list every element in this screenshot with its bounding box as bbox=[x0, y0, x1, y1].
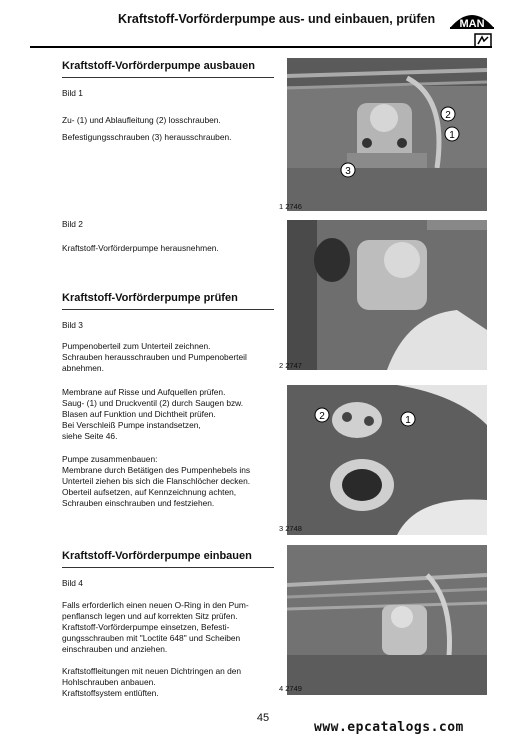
figure-number: 2 bbox=[279, 361, 284, 370]
paragraph bbox=[62, 666, 241, 699]
figure-code: 2746 bbox=[285, 202, 302, 211]
section-title-pruefen: Kraftstoff-Vorförderpumpe prüfen bbox=[62, 292, 238, 304]
text-line: Oberteil aufsetzen, auf Kennzeichnung achten, bbox=[62, 487, 237, 497]
text-line: Kraftstoff-Vorförderpumpe einsetzen, Befesti- bbox=[62, 622, 230, 632]
instruction-text: Befestigungsschrauben (3) herausschrauben. bbox=[62, 132, 232, 142]
figure-code: 2747 bbox=[285, 361, 302, 370]
callout-number: 2 bbox=[319, 411, 325, 422]
page-number: 45 bbox=[256, 712, 270, 724]
photo-figure-4 bbox=[287, 545, 487, 695]
text-line: Blasen auf Funktion und Dichtheit prüfen. bbox=[62, 409, 216, 419]
bild-label: Bild 1 bbox=[62, 88, 83, 98]
text-line: abnehmen. bbox=[62, 363, 104, 373]
callout-number: 1 bbox=[449, 130, 455, 141]
text-line: Kraftstoffsystem entlüften. bbox=[62, 688, 159, 698]
figure-label bbox=[279, 684, 302, 693]
paragraph bbox=[62, 454, 250, 509]
callout-marker bbox=[444, 126, 460, 142]
callout-marker bbox=[400, 411, 416, 427]
instruction-text: Zu- (1) und Ablaufleitung (2) losschrauben. bbox=[62, 115, 221, 125]
text-line: Pumpe zusammenbauen: bbox=[62, 454, 158, 464]
callout-number: 1 bbox=[405, 415, 411, 426]
instruction-text: Kraftstoff-Vorförderpumpe herausnehmen. bbox=[62, 243, 219, 253]
page-title: Kraftstoff-Vorförderpumpe aus- und einbauen, prüfen bbox=[118, 12, 436, 26]
text-line: Pumpenoberteil zum Unterteil zeichnen. bbox=[62, 341, 211, 351]
section-rule bbox=[62, 77, 274, 78]
figure-label bbox=[279, 202, 302, 211]
figure-code: 2748 bbox=[285, 524, 302, 533]
callout-marker bbox=[314, 407, 330, 423]
section-title-ausbauen: Kraftstoff-Vorförderpumpe ausbauen bbox=[62, 60, 255, 72]
figure-number: 1 bbox=[279, 202, 284, 211]
callout-marker bbox=[440, 106, 456, 122]
text-line: einschrauben und anziehen. bbox=[62, 644, 168, 654]
callout-number: 2 bbox=[445, 110, 451, 121]
text-line: Falls erforderlich einen neuen O-Ring in den Pum- bbox=[62, 600, 249, 610]
photo-figure-2 bbox=[287, 220, 487, 370]
figure-label bbox=[279, 524, 302, 533]
callout-number: 3 bbox=[345, 166, 351, 177]
figure-number: 3 bbox=[279, 524, 284, 533]
text-line: Membrane auf Risse und Aufquellen prüfen. bbox=[62, 387, 226, 397]
text-line: siehe Seite 46. bbox=[62, 431, 118, 441]
bild-label: Bild 3 bbox=[62, 320, 83, 330]
callout-marker bbox=[340, 162, 356, 178]
paragraph bbox=[62, 341, 247, 374]
text-line: Bei Verschleiß Pumpe instandsetzen, bbox=[62, 420, 201, 430]
header-rule bbox=[30, 46, 492, 48]
logo-text: MAN bbox=[459, 18, 485, 30]
paragraph bbox=[62, 387, 243, 442]
text-line: Schrauben einschrauben und festziehen. bbox=[62, 498, 215, 508]
text-line: penflansch legen und auf korrekten Sitz prüfen. bbox=[62, 611, 238, 621]
section-rule bbox=[62, 309, 274, 310]
text-line: Kraftstoffleitungen mit neuen Dichtringen an den bbox=[62, 666, 242, 676]
figure-label bbox=[279, 361, 302, 370]
section-title-einbauen: Kraftstoff-Vorförderpumpe einbauen bbox=[62, 550, 252, 562]
paragraph bbox=[62, 600, 249, 655]
watermark: www.epcatalogs.com bbox=[314, 720, 464, 735]
text-line: Unterteil ziehen bis sich die Flanschlöcher decken. bbox=[62, 476, 251, 486]
figure-number: 4 bbox=[279, 684, 284, 693]
text-line: Saug- (1) und Druckventil (2) durch Saugen bzw. bbox=[62, 398, 244, 408]
bild-label: Bild 2 bbox=[62, 219, 83, 229]
text-line: Membrane durch Betätigen des Pumpenhebels ins bbox=[62, 465, 251, 475]
text-line: Hohlschrauben anbauen. bbox=[62, 677, 156, 687]
figure-code: 2749 bbox=[285, 684, 302, 693]
text-line: gungsschrauben mit "Loctite 648" und Scheiben bbox=[62, 633, 241, 643]
text-line: Schrauben herausschrauben und Pumpenoberteil bbox=[62, 352, 247, 362]
bild-label: Bild 4 bbox=[62, 578, 83, 588]
section-rule bbox=[62, 567, 274, 568]
